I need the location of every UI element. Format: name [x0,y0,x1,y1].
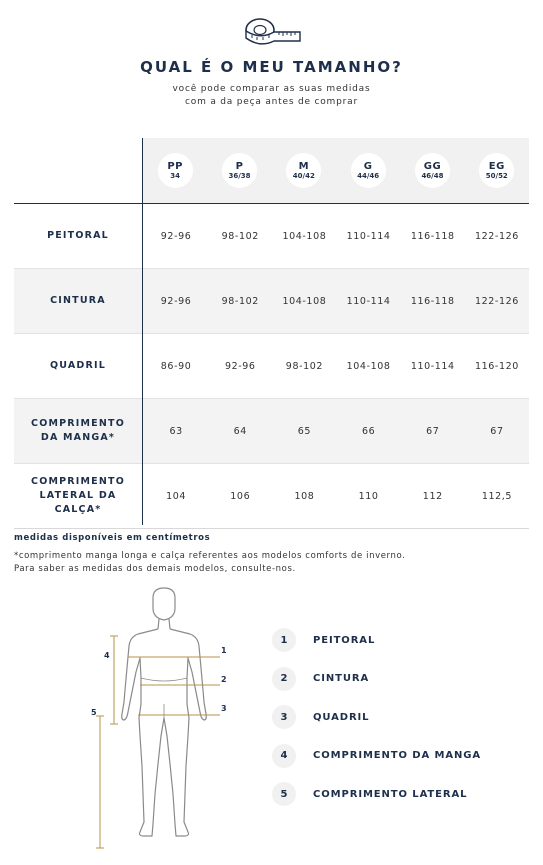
size-label: M [298,160,310,172]
table-cell: 98-102 [221,295,259,307]
table-cell: 106 [230,490,251,502]
marker-3: 3 [221,704,227,713]
row-label: CINTURA [50,295,106,306]
legend-label: PEITORAL [313,634,376,646]
size-header-row [14,138,529,203]
row-values [144,334,529,398]
table-cell: 112 [422,490,443,502]
table-divider-horizontal [14,203,529,204]
subtitle-line: com a da peça antes de comprar [185,97,358,107]
legend-number: 4 [272,744,296,768]
size-label: G [363,160,373,172]
footnote: *comprimento manga longa e calça referentes aos modelos comforts de inverno. [14,551,406,561]
table-cell: 66 [361,425,376,437]
units-note: medidas disponíveis em centímetros [14,533,211,543]
row-label: COMPRIMENTO DA MANGA* [31,418,125,443]
table-cell: 116-118 [410,230,455,242]
legend-label: COMPRIMENTO LATERAL [313,788,468,800]
legend-item [272,627,481,653]
size-numbers: 36/38 [228,171,251,180]
size-badge [286,153,321,188]
table-cell: 98-102 [285,360,324,372]
size-column-g [336,138,400,203]
legend-number: 3 [272,705,296,729]
size-numbers: 34 [170,171,181,180]
table-cell: 122-126 [474,295,519,307]
legend-number: 2 [272,667,296,691]
marker-5: 5 [91,708,97,717]
table-cell: 65 [297,425,312,437]
row-label: QUADRIL [49,360,107,371]
table-cell: 122-126 [474,230,519,242]
size-column-gg [400,138,464,203]
size-numbers: 46/48 [421,171,444,180]
table-cell: 98-102 [221,230,259,242]
marker-2: 2 [221,675,227,684]
legend-label: QUADRIL [313,711,370,723]
table-cell: 92-96 [160,230,192,242]
table-divider-vertical [142,138,143,525]
table-row-comprimento-manga [14,399,529,464]
measurement-rows [14,204,529,529]
row-label: COMPRIMENTO LATERAL DA CALÇA* [31,476,125,515]
table-notes [14,533,534,576]
page-header [0,14,543,109]
size-label: PP [167,160,183,172]
table-cell: 110-114 [410,360,455,372]
table-cell: 67 [490,425,504,437]
legend-item [272,704,481,730]
size-column-p [207,138,271,203]
size-badge [479,153,514,188]
table-cell: 92-96 [160,295,192,307]
size-numbers: 50/52 [485,171,508,180]
table-cell: 63 [169,425,183,437]
measurement-legend [272,627,481,820]
table-cell: 110 [358,490,379,502]
legend-item [272,743,481,769]
table-cell: 110-114 [346,295,391,307]
size-badge [351,153,386,188]
marker-4: 4 [104,651,110,660]
table-cell: 108 [294,490,315,502]
measuring-tape-icon [240,14,304,50]
size-label: P [235,160,244,172]
table-cell: 112,5 [481,490,513,502]
row-label: PEITORAL [47,230,109,241]
size-numbers: 40/42 [292,171,315,180]
legend-number: 5 [272,782,296,806]
body-measurement-figure [80,586,260,856]
legend-number: 1 [272,628,296,652]
page-title: QUAL É O MEU TAMANHO? [140,58,403,76]
footnote: Para saber as medidas dos demais modelos, consulte-nos. [14,564,296,574]
page-subtitle [0,83,543,109]
legend-item [272,781,481,807]
table-row-comprimento-lateral [14,464,529,529]
table-cell: 104-108 [282,230,327,242]
legend-label: COMPRIMENTO DA MANGA [313,750,482,761]
table-row-peitoral [14,204,529,269]
row-values [144,399,529,463]
table-cell: 92-96 [224,360,256,372]
row-values [144,464,529,528]
table-row-quadril [14,334,529,399]
legend-item [272,666,481,692]
table-cell: 110-114 [346,230,391,242]
size-table [14,138,529,515]
size-label: EG [488,160,505,172]
table-cell: 64 [233,425,247,437]
size-column-eg [465,138,529,203]
subtitle-line: você pode comparar as suas medidas [172,84,371,94]
table-cell: 67 [426,425,440,437]
table-corner [14,138,142,203]
size-badge [158,153,193,188]
body-silhouette [122,588,207,836]
table-cell: 116-120 [474,360,519,372]
size-numbers: 44/46 [357,171,380,180]
table-cell: 104 [166,490,187,502]
row-values [144,204,529,268]
table-cell: 116-118 [410,295,455,307]
table-cell: 86-90 [160,360,192,372]
size-badge [415,153,450,188]
legend-label: CINTURA [313,673,370,684]
marker-1: 1 [221,646,227,655]
size-label: GG [423,160,442,172]
size-column-pp [143,138,207,203]
table-row-cintura [14,269,529,334]
size-badge [222,153,257,188]
table-cell: 104-108 [346,360,391,372]
size-column-m [272,138,336,203]
table-cell: 104-108 [282,295,327,307]
row-values [144,269,529,333]
size-columns [143,138,529,203]
